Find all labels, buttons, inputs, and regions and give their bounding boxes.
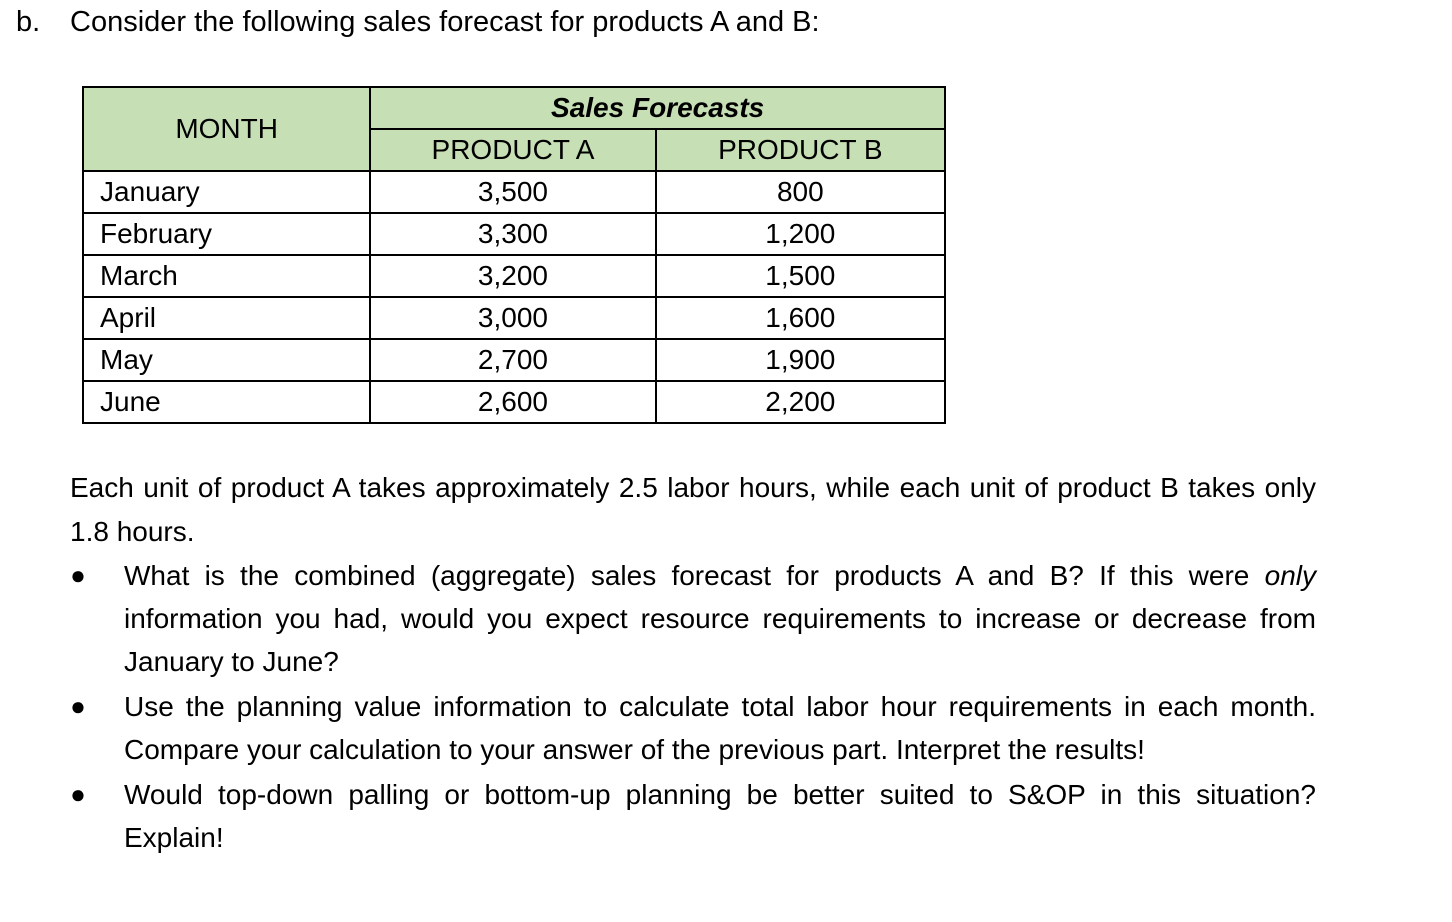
product-a-cell: 3,000 [370, 297, 655, 339]
table-row [83, 381, 945, 423]
table-row [83, 171, 945, 213]
sales-forecast-table [82, 86, 946, 424]
bullet-icon: ● [70, 779, 86, 809]
month-cell: January [83, 171, 370, 213]
product-b-cell: 1,500 [656, 255, 945, 297]
product-a-cell: 3,200 [370, 255, 655, 297]
product-a-cell: 2,600 [370, 381, 655, 423]
list-item [70, 773, 1316, 859]
product-b-column-header: PRODUCT B [656, 129, 945, 171]
product-b-cell: 1,900 [656, 339, 945, 381]
month-cell: June [83, 381, 370, 423]
product-b-cell: 1,600 [656, 297, 945, 339]
table-row [83, 213, 945, 255]
intro-paragraph: Each unit of product A takes approximately 2.5 labor hours, while each unit of product B takes only 1.8 hours. [70, 472, 1316, 547]
product-b-cell: 800 [656, 171, 945, 213]
question-1-text: What is the combined (aggregate) sales forecast for products A and B? If this were only information you had, would you expect resource requirements to increase or decrease from January to June? [124, 560, 1316, 677]
table-row [83, 255, 945, 297]
table-row [83, 339, 945, 381]
bullet-icon: ● [70, 691, 86, 721]
product-b-cell: 1,200 [656, 213, 945, 255]
month-cell: April [83, 297, 370, 339]
month-column-header: MONTH [83, 87, 370, 171]
product-a-cell: 2,700 [370, 339, 655, 381]
month-cell: May [83, 339, 370, 381]
list-item [70, 685, 1316, 771]
emphasis-only: only [1264, 560, 1316, 591]
question-heading-text: Consider the following sales forecast for products A and B: [70, 6, 820, 38]
month-cell: March [83, 255, 370, 297]
question-2-text: Use the planning value information to calculate total labor hour requirements in each month. Compare your calculation to your answer of the previous part. Interpret the results! [124, 691, 1316, 765]
product-a-column-header: PRODUCT A [370, 129, 655, 171]
bullet-icon: ● [70, 560, 86, 590]
question-3-text: Would top-down palling or bottom-up planning be better suited to S&OP in this situation? Explain! [124, 779, 1316, 853]
question-list [70, 554, 1316, 859]
product-a-cell: 3,500 [370, 171, 655, 213]
product-b-cell: 2,200 [656, 381, 945, 423]
month-cell: February [83, 213, 370, 255]
question-body [70, 466, 1316, 861]
list-item [70, 554, 1316, 683]
table-row [83, 297, 945, 339]
question-label: b. [16, 6, 41, 38]
product-a-cell: 3,300 [370, 213, 655, 255]
question-heading [16, 2, 820, 42]
sales-forecasts-header: Sales Forecasts [370, 87, 945, 129]
